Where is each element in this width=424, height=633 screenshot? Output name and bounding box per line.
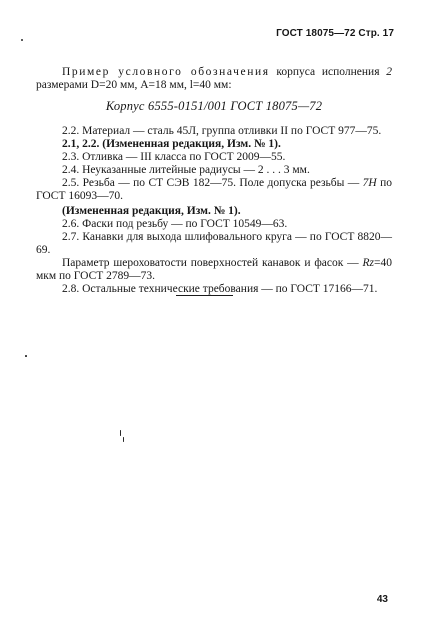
clause-2-7: 2.7. Канавки для выхода шлифовального круга — по ГОСТ 8820—69. xyxy=(36,231,392,256)
clause-2-2: 2.2. Материал — сталь 45Л, группа отливки II по ГОСТ 977—75. xyxy=(62,125,382,137)
section-end-rule xyxy=(176,295,233,296)
roughness-text: Параметр шероховатости поверхностей канавок и фасок — xyxy=(62,257,363,269)
roughness-symbol: Rz xyxy=(362,257,374,269)
clause-2-1-amendment: 2.1, 2.2. (Измененная редакция, Изм. № 1). xyxy=(62,138,281,150)
clause-2-5-standard: по ГОСТ 16093—70. xyxy=(36,177,392,202)
page-header: ГОСТ 18075—72 Стр. 17 xyxy=(276,28,394,39)
scan-speck xyxy=(21,39,23,41)
roughness-parameter xyxy=(36,257,392,283)
example-dims: D=20 мм, A=18 мм, l=40 мм: xyxy=(90,79,232,91)
amendment-note: (Измененная редакция, Изм. № 1). xyxy=(62,205,241,217)
example-rest: корпуса исполнения xyxy=(269,66,387,78)
clause-2-5-text: 2.5. Резьба — по СТ СЭВ 182—75. Поле допуска резьбы — xyxy=(62,177,363,189)
document-body xyxy=(36,66,392,296)
example-dims-prefix: размерами xyxy=(36,79,91,91)
scan-speck xyxy=(120,430,121,436)
clause-2-8: 2.8. Остальные технические требования — по ГОСТ 17166—71. xyxy=(62,283,378,295)
example-paragraph xyxy=(36,66,392,92)
page-number: 43 xyxy=(376,594,388,605)
tolerance-field: 7H xyxy=(362,177,377,189)
example-number: 2 xyxy=(386,66,392,78)
roughness-value: =40 мкм по ГОСТ 2789—73. xyxy=(36,257,392,282)
designation-example: Корпус 6555-0151/001 ГОСТ 18075—72 xyxy=(105,99,323,113)
clause-2-6: 2.6. Фаски под резьбу — по ГОСТ 10549—63. xyxy=(62,218,288,230)
example-intro: Пример условного обозначения xyxy=(62,66,270,78)
clause-2-3: 2.3. Отливка — III класса по ГОСТ 2009—55. xyxy=(62,151,286,163)
clause-2-5 xyxy=(36,177,392,203)
scan-speck xyxy=(123,437,124,442)
clause-2-4: 2.4. Неуказанные литейные радиусы — 2 . . . 3 мм. xyxy=(62,164,310,176)
scan-speck xyxy=(25,355,27,357)
